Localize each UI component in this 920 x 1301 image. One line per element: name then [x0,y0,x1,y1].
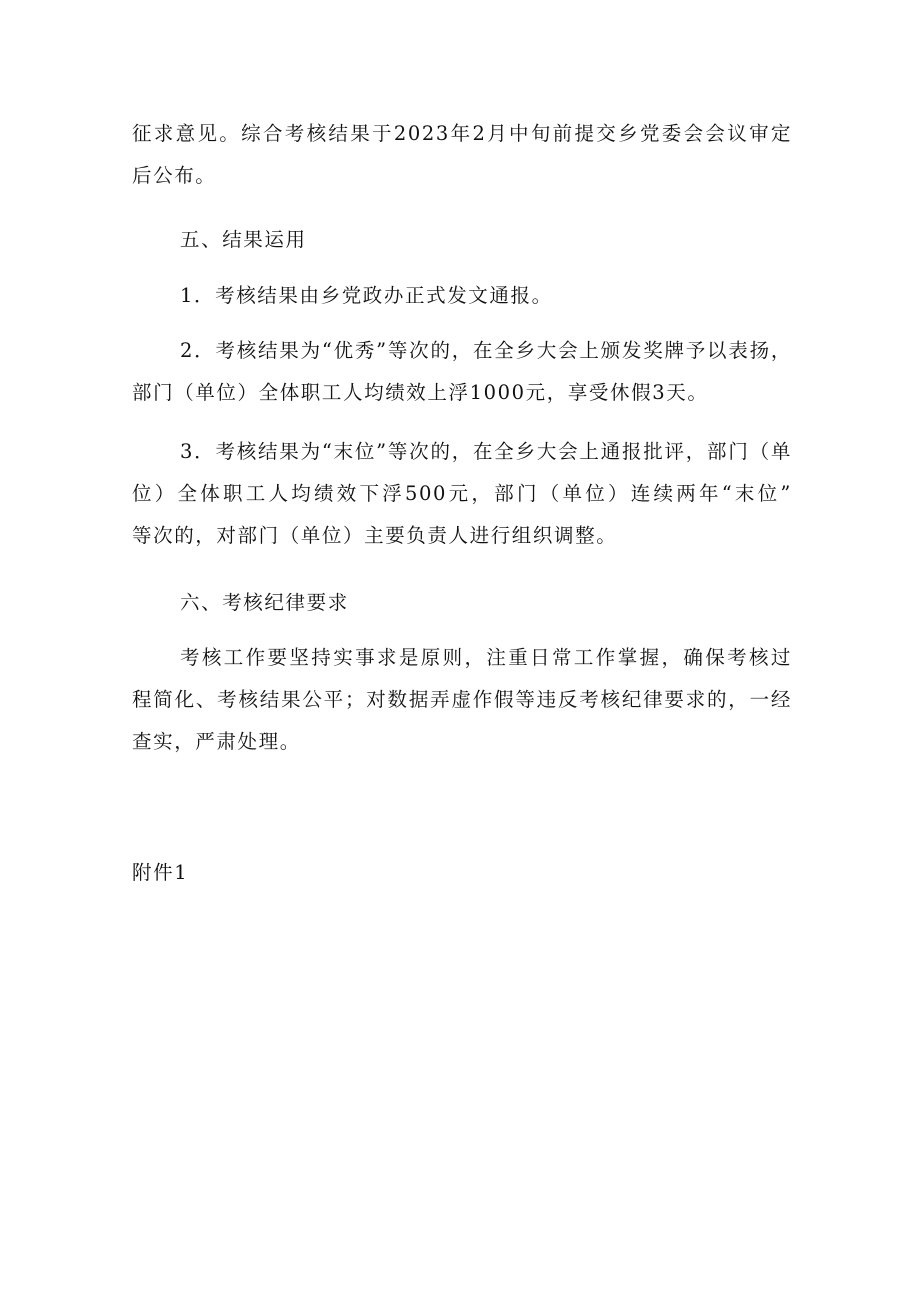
section-5-item-3 [132,431,792,557]
intro-line-2: 后公布。 [132,164,217,187]
section-5-item-2 [132,330,792,414]
section-5-item-1: 1．考核结果由乡党政办正式发文通报。 [180,284,553,307]
section-5-heading: 五、结果运用 [180,228,307,251]
item-3-line-3: 等次的，对部门（单位）主要负责人进行组织调整。 [132,524,618,547]
section-6-heading: 六、考核纪律要求 [180,591,349,614]
item-3-line-1: 3．考核结果为“末位”等次的，在全乡大会上通报批评，部门（单 [180,440,792,463]
section-6-line-2: 程简化、考核结果公平；对数据弄虚作假等违反考核纪律要求的，一经 [132,688,792,711]
attachment-label: 附件1 [132,861,189,884]
section-6-line-3: 查实，严肃处理。 [132,730,301,753]
item-3-line-2: 位）全体职工人均绩效下浮500元，部门（单位）连续两年“末位” [132,482,792,505]
item-2-line-1: 2．考核结果为“优秀”等次的，在全乡大会上颁发奖牌予以表扬， [180,339,792,362]
intro-paragraph [132,113,792,197]
intro-line-1: 征求意见。综合考核结果于2023年2月中旬前提交乡党委会会议审定 [132,122,792,145]
section-6-line-1: 考核工作要坚持实事求是原则，注重日常工作掌握，确保考核过 [180,646,792,669]
section-6-body [132,637,792,763]
item-2-line-2: 部门（单位）全体职工人均绩效上浮1000元，享受休假3天。 [132,381,709,404]
